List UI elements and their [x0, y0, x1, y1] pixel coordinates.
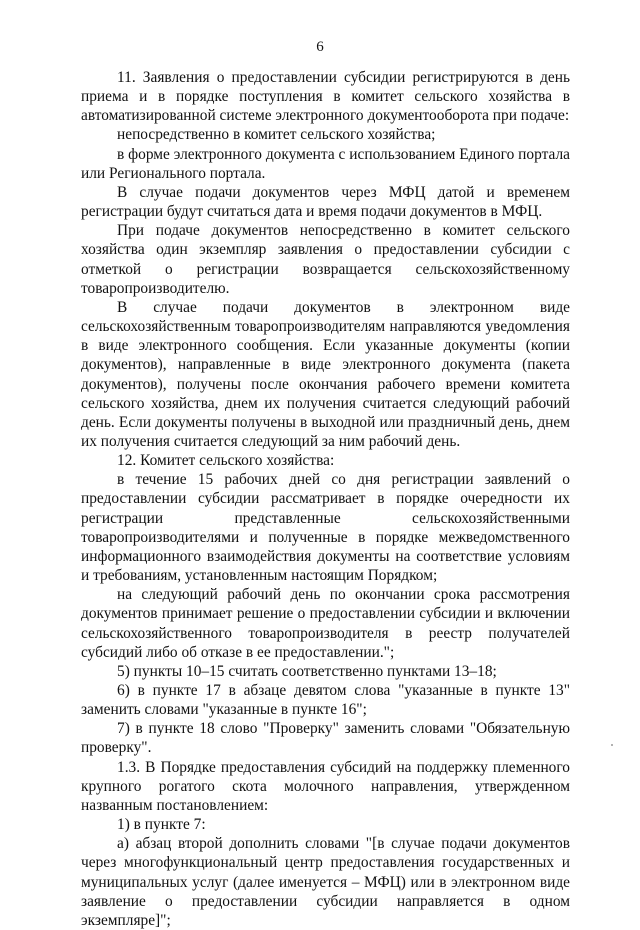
paragraph: При подаче документов непосредственно в комитет сельского хозяйства один экземпляр заявления о предоставлении субсидии с отметкой о регистрации возвращается сельскохозяйственному товаропроизводителю.: [81, 222, 570, 297]
paragraph: 5) пункты 10–15 считать соответственно пунктами 13–18;: [117, 662, 497, 680]
document-body: [81, 68, 570, 930]
paragraph: В случае подачи документов через МФЦ датой и временем регистрации будут считаться дата и время подачи документов в МФЦ.: [81, 183, 570, 221]
paragraph: а) абзац второй дополнить словами "[в случае подачи документов через многофункциональный центр предоставления государственных и муниципальных услуг (далее именуется – МФЦ) или в электронном виде заявление о предоставлении субсидии направляется в одном экземпляре]";: [81, 835, 570, 929]
paragraph: в течение 15 рабочих дней со дня регистрации заявлений о предоставлении субсидии рассматривает в порядке очередности их регистрации представленные сельскохозяйственными товаропроизводителями и полученные в порядке межведомственного информационного взаимодействия документы на соответствие условиям и требованиям, установленным настоящим Порядком;: [81, 471, 570, 585]
paragraph: непосредственно в комитет сельского хозяйства;: [117, 126, 436, 144]
paragraph: В случае подачи документов в электронном виде сельскохозяйственным товаропроизводителям направляются уведомления в виде электронного сообщения. Если указанные документы (копии документов), направленные в виде электронного документа (пакета документов), получены после окончания рабочего времени комитета сельского хозяйства, днем их получения считается следующий рабочий день. Если документы получены в выходной или праздничный день, днем их получения считается следующий за ним рабочий день.: [81, 298, 570, 450]
scan-speck: [611, 744, 613, 746]
paragraph: 1) в пункте 7:: [117, 816, 206, 834]
paragraph: 11. Заявления о предоставлении субсидии регистрируются в день приема и в порядке поступления в комитет сельского хозяйства в автоматизированной системе электронного документооборота при подаче:: [81, 69, 570, 125]
paragraph: в форме электронного документа с использованием Единого портала или Регионального портала.: [81, 145, 570, 182]
paragraph: 7) в пункте 18 слово "Проверку" заменить словами "Обязательную проверку".: [81, 720, 570, 757]
paragraph: на следующий рабочий день по окончании срока рассмотрения документов принимает решение о предоставлении субсидии и включении сельскохозяйственного товаропроизводителя в реестр получателей субсидий либо об отказе в ее предоставлении.";: [81, 586, 570, 661]
page-number: 6: [316, 39, 324, 55]
paragraph: 1.3. В Порядке предоставления субсидий на поддержку племенного крупного рогатого скота молочного направления, утвержденном названным постановлением:: [81, 758, 570, 814]
paragraph: 6) в пункте 17 в абзаце девятом слова "указанные в пункте 13" заменить словами "указанные в пункте 16";: [81, 682, 570, 719]
paragraph: 12. Комитет сельского хозяйства:: [117, 452, 335, 470]
